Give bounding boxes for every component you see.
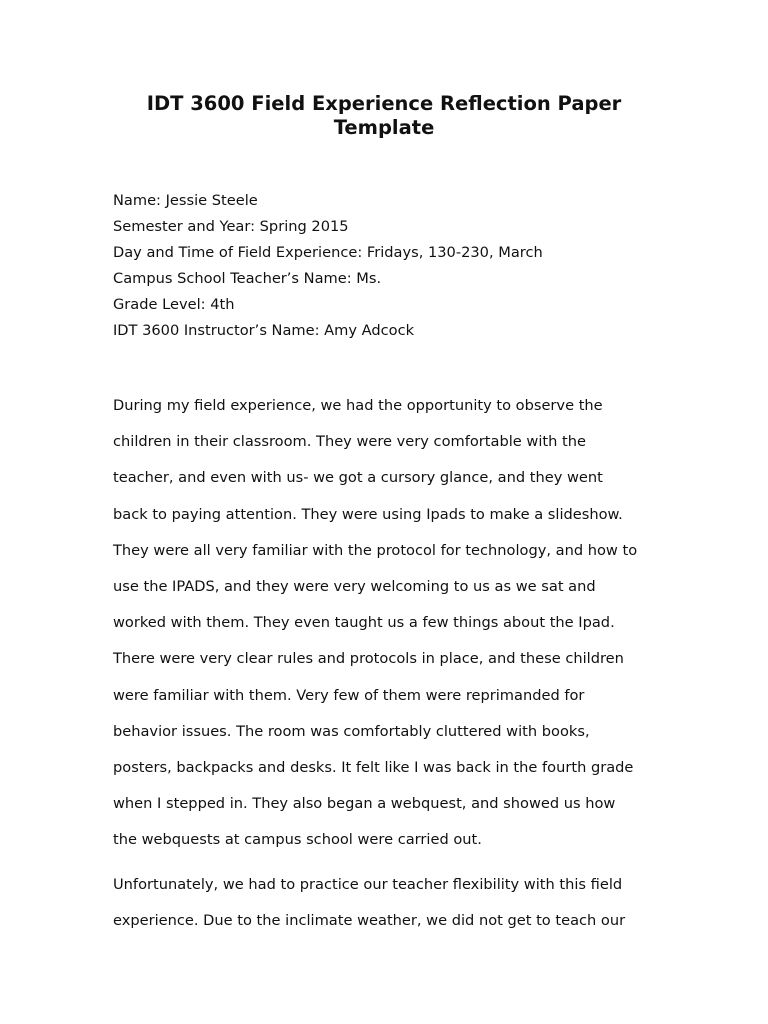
info-teacher-name: Campus School Teacher’s Name: Ms.	[113, 270, 382, 287]
paragraph-line: teacher, and even with us- we got a cursory glance, and they went	[113, 469, 603, 487]
info-block	[113, 188, 673, 344]
title-line-1: IDT 3600 Field Experience Reflection Paper	[146, 92, 622, 115]
paragraph-line: experience. Due to the inclimate weather, we did not get to teach our	[113, 912, 626, 930]
paragraph-line: There were very clear rules and protocols in place, and these children	[113, 650, 624, 668]
paragraph-line: Unfortunately, we had to practice our teacher flexibility with this field	[113, 876, 623, 893]
paragraph-line: were familiar with them. Very few of them were reprimanded for	[113, 686, 585, 704]
paragraph-line: the webquests at campus school were carried out.	[113, 831, 482, 849]
paragraph-line: worked with them. They even taught us a few things about the Ipad.	[113, 614, 615, 632]
paragraph-line: children in their classroom. They were very comfortable with the	[113, 433, 586, 451]
paragraph-line: posters, backpacks and desks. It felt like I was back in the fourth grade	[113, 758, 634, 776]
title-line-2: Template	[333, 116, 435, 139]
body-paragraph-1	[113, 388, 693, 858]
body-paragraph-2	[113, 867, 693, 939]
paragraph-line: use the IPADS, and they were very welcoming to us as we sat and	[113, 577, 596, 595]
paragraph-line: when I stepped in. They also began a webquest, and showed us how	[113, 795, 616, 813]
info-instructor-name: IDT 3600 Instructor’s Name: Amy Adcock	[113, 322, 415, 339]
info-grade-level: Grade Level: 4th	[113, 296, 235, 313]
paragraph-line: They were all very familiar with the protocol for technology, and how to	[113, 541, 638, 559]
document-title	[0, 92, 768, 140]
paragraph-line: back to paying attention. They were using Ipads to make a slideshow.	[113, 505, 623, 523]
paragraph-line: behavior issues. The room was comfortably cluttered with books,	[113, 722, 590, 740]
paragraph-line: During my field experience, we had the opportunity to observe the	[113, 397, 603, 414]
info-semester: Semester and Year: Spring 2015	[113, 218, 349, 235]
info-name: Name: Jessie Steele	[113, 192, 258, 209]
info-day-time: Day and Time of Field Experience: Fridays, 130-230, March	[113, 244, 543, 261]
